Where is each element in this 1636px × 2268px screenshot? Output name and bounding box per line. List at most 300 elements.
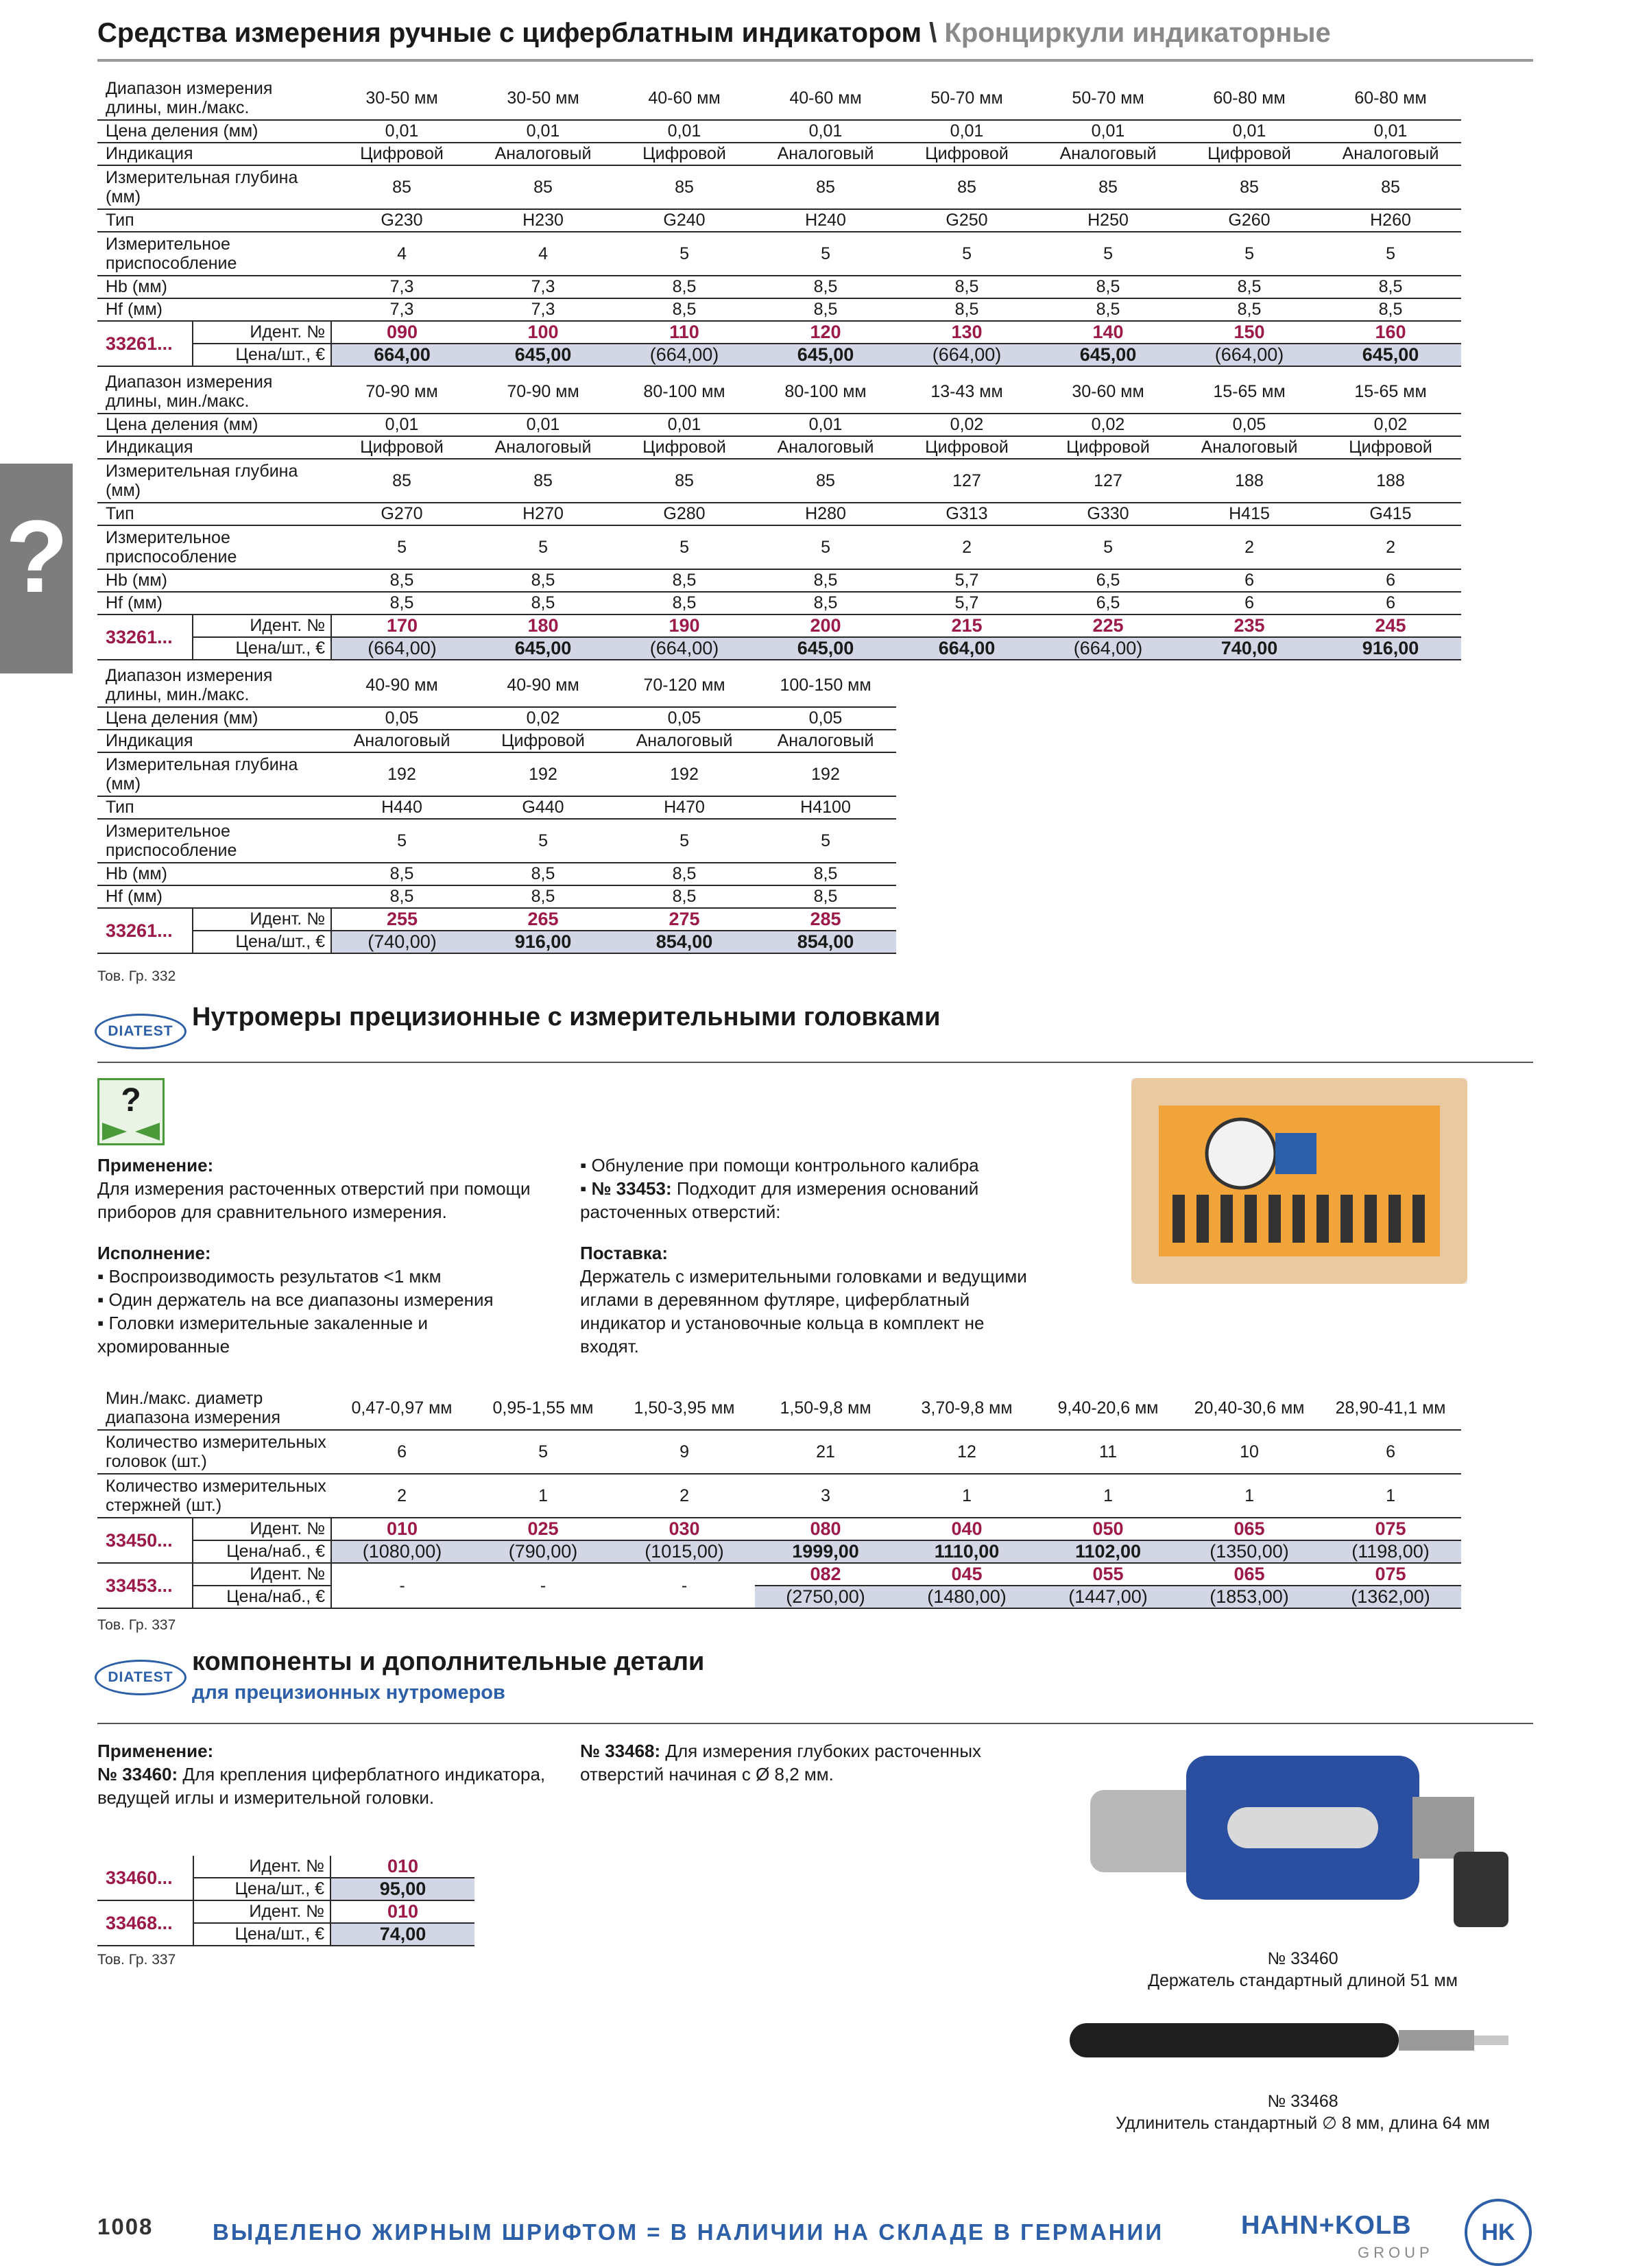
table-cell: G250 [896, 209, 1037, 232]
table-row [97, 707, 896, 730]
table-cell: Аналоговый [331, 730, 472, 752]
ident-code: 265 [472, 908, 614, 931]
table-cell: 5 [331, 819, 472, 863]
price-cell: 645,00 [755, 344, 896, 366]
ident-code: 065 [1179, 1518, 1320, 1540]
table-cell: 3 [755, 1474, 896, 1518]
price-label: Цена/шт., € [193, 1923, 330, 1946]
price-cell: 916,00 [472, 931, 614, 953]
row-label: Мин./макс. диаметр диапазона измерения [97, 1387, 331, 1430]
table-cell: 0,01 [896, 120, 1037, 143]
row-label: Hb (мм) [97, 276, 331, 298]
row-label: Измерительное приспособление [97, 525, 331, 569]
row-label: Диапазон измерения длины, мин./макс. [97, 664, 331, 707]
table-cell: 5 [614, 525, 755, 569]
price-cell: 645,00 [1320, 344, 1461, 366]
table-cell: 0,01 [614, 414, 755, 436]
price-cell: (2750,00) [755, 1586, 896, 1608]
table-cell: 0,05 [1179, 414, 1320, 436]
dash-cell: - [331, 1563, 472, 1608]
table-cell: 0,47-0,97 мм [331, 1387, 472, 1430]
table-cell: 8,5 [614, 863, 755, 885]
table-cell: Цифровой [1320, 436, 1461, 459]
table-row [97, 276, 1461, 298]
table-cell: 7,3 [472, 276, 614, 298]
table-cell: 85 [1179, 165, 1320, 209]
ident-code: 100 [472, 321, 614, 344]
section-title-components: компоненты и дополнительные детали [192, 1647, 705, 1676]
table-cell: 127 [1037, 459, 1179, 503]
group-label: GROUP [1358, 2244, 1434, 2261]
header-rule [97, 59, 1533, 62]
table-row [97, 436, 1461, 459]
table-cell: G330 [1037, 503, 1179, 525]
table-cell: 60-80 мм [1179, 77, 1320, 120]
table-cell: 6 [1179, 569, 1320, 592]
table-row [97, 209, 1461, 232]
table-cell: 6 [1179, 592, 1320, 614]
price-cell: (1362,00) [1320, 1586, 1461, 1608]
table-cell: 9,40-20,6 мм [1037, 1387, 1179, 1430]
table-cell: 5 [896, 232, 1037, 276]
table-cell: Аналоговый [472, 143, 614, 165]
table-cell: 12 [896, 1430, 1037, 1474]
holder-photo [1070, 1735, 1536, 1941]
table-cell: Аналоговый [755, 143, 896, 165]
arrows-icon [99, 1121, 163, 1142]
footer-stock-note: ВЫДЕЛЕНО ЖИРНЫМ ШРИФТОМ = В НАЛИЧИИ НА СКЛАДЕ В ГЕРМАНИИ [213, 2219, 1164, 2245]
row-label: Измерительная глубина (мм) [97, 752, 331, 796]
row-label: Измерительное приспособление [97, 232, 331, 276]
row-label: Диапазон измерения длины, мин./макс. [97, 77, 331, 120]
table-row [97, 1387, 1461, 1430]
table-row [97, 931, 896, 953]
article-number: 33261... [97, 321, 193, 366]
table-cell: 5 [472, 525, 614, 569]
product-group-3: Тов. Гр. 337 [97, 1952, 176, 1968]
table-cell: 8,5 [331, 863, 472, 885]
price-label: Цена/наб., € [193, 1586, 331, 1608]
row-label: Hb (мм) [97, 863, 331, 885]
row-label: Индикация [97, 730, 331, 752]
table-cell: H230 [472, 209, 614, 232]
table-cell: H415 [1179, 503, 1320, 525]
table-cell: 8,5 [614, 298, 755, 321]
caliper-table [97, 370, 1461, 660]
table-cell: 5 [755, 232, 896, 276]
table-cell: Аналоговый [1179, 436, 1320, 459]
price-cell: 645,00 [1037, 344, 1179, 366]
table-row [97, 525, 1461, 569]
table-cell: 4 [472, 232, 614, 276]
row-label: Тип [97, 209, 331, 232]
article-number: 33450... [97, 1518, 193, 1563]
price-cell: (1853,00) [1179, 1586, 1320, 1608]
table-cell: G280 [614, 503, 755, 525]
table-row [97, 569, 1461, 592]
table-row [97, 1900, 474, 1923]
table-cell: G260 [1179, 209, 1320, 232]
application-pictogram [97, 1078, 165, 1145]
table-cell: G240 [614, 209, 755, 232]
table-cell: 8,5 [755, 276, 896, 298]
table-cell: 0,01 [755, 414, 896, 436]
ident-code: 045 [896, 1563, 1037, 1586]
price-cell: 664,00 [896, 637, 1037, 660]
table-row [97, 120, 1461, 143]
table-cell: H260 [1320, 209, 1461, 232]
price-cell: 95,00 [330, 1878, 474, 1900]
table-cell: Аналоговый [614, 730, 755, 752]
ident-code: 235 [1179, 614, 1320, 637]
table-cell: 15-65 мм [1179, 370, 1320, 414]
table-cell: Цифровой [1037, 436, 1179, 459]
ident-code: 255 [331, 908, 472, 931]
ident-code: 170 [331, 614, 472, 637]
table-row [97, 321, 1461, 344]
ident-code: 055 [1037, 1563, 1179, 1586]
table-cell: 8,5 [755, 885, 896, 908]
row-label: Hf (мм) [97, 298, 331, 321]
table-cell: 6 [331, 1430, 472, 1474]
table-cell: 8,5 [614, 885, 755, 908]
table-row [97, 730, 896, 752]
price-cell: (664,00) [614, 637, 755, 660]
hahn-kolb-logo: HAHN+KOLB [1241, 2211, 1412, 2240]
question-icon: ? [121, 1082, 141, 1119]
table-row [97, 232, 1461, 276]
row-label: Индикация [97, 436, 331, 459]
table-cell: 9 [614, 1430, 755, 1474]
table-cell: 2 [1320, 525, 1461, 569]
ident-code: 130 [896, 321, 1037, 344]
table-cell: 30-60 мм [1037, 370, 1179, 414]
table-cell: 85 [614, 165, 755, 209]
table-cell: 0,01 [472, 120, 614, 143]
row-label: Количество измерительных головок (шт.) [97, 1430, 331, 1474]
table-cell: 85 [755, 459, 896, 503]
section-rule-2 [97, 1723, 1533, 1724]
table-cell: 85 [614, 459, 755, 503]
ident-code: 090 [331, 321, 472, 344]
product-group-2: Тов. Гр. 337 [97, 1617, 176, 1633]
table-cell: 4 [331, 232, 472, 276]
ident-code: 050 [1037, 1518, 1179, 1540]
row-label: Цена деления (мм) [97, 120, 331, 143]
dash-cell: - [614, 1563, 755, 1608]
table-cell: 6 [1320, 1430, 1461, 1474]
price-cell: (790,00) [472, 1540, 614, 1563]
ident-code: 040 [896, 1518, 1037, 1540]
table-cell: 60-80 мм [1320, 77, 1461, 120]
ident-code: 160 [1320, 321, 1461, 344]
article-number: 33453... [97, 1563, 193, 1608]
table-cell: 13-43 мм [896, 370, 1037, 414]
table-cell: Цифровой [614, 143, 755, 165]
table-cell: 8,5 [472, 569, 614, 592]
table-cell: H4100 [755, 796, 896, 819]
table-row [97, 344, 1461, 366]
ident-code: 140 [1037, 321, 1179, 344]
price-cell: 1110,00 [896, 1540, 1037, 1563]
table-cell: 192 [614, 752, 755, 796]
table-cell: Аналоговый [1037, 143, 1179, 165]
ident-code: 025 [472, 1518, 614, 1540]
table-row [97, 664, 896, 707]
table-cell: 8,5 [472, 863, 614, 885]
table-cell: 21 [755, 1430, 896, 1474]
ident-label: Идент. № [193, 908, 331, 931]
row-label: Тип [97, 796, 331, 819]
table-cell: 8,5 [755, 863, 896, 885]
row-label: Индикация [97, 143, 331, 165]
ident-code: 080 [755, 1518, 896, 1540]
ident-code: 215 [896, 614, 1037, 637]
table-cell: 28,90-41,1 мм [1320, 1387, 1461, 1430]
table-row [97, 863, 896, 885]
table-cell: 192 [472, 752, 614, 796]
price-cell: 854,00 [614, 931, 755, 953]
price-cell: (1080,00) [331, 1540, 472, 1563]
ident-code: 030 [614, 1518, 755, 1540]
table-cell: 6 [1320, 592, 1461, 614]
table-cell: 8,5 [1320, 276, 1461, 298]
ident-code: 110 [614, 321, 755, 344]
ident-code: 200 [755, 614, 896, 637]
table-row [97, 143, 1461, 165]
application-block: Применение: Для измерения расточенных отверстий при помощи приборов для сравнительного измерения. [97, 1155, 531, 1222]
table-cell: 15-65 мм [1320, 370, 1461, 414]
ident-code: 010 [330, 1900, 474, 1923]
price-cell: (1350,00) [1179, 1540, 1320, 1563]
hk-seal-logo [1465, 2199, 1532, 2266]
caliper-icon: ? [5, 499, 69, 614]
ident-label: Идент. № [193, 321, 331, 344]
ident-code: 285 [755, 908, 896, 931]
table-cell: 0,02 [1320, 414, 1461, 436]
price-cell: (1480,00) [896, 1586, 1037, 1608]
price-cell: 645,00 [472, 637, 614, 660]
table-row [97, 77, 1461, 120]
table-cell: 5 [755, 525, 896, 569]
table-cell: 2 [331, 1474, 472, 1518]
table-cell: 8,5 [331, 569, 472, 592]
table-cell: 8,5 [1037, 276, 1179, 298]
table-cell: 0,02 [896, 414, 1037, 436]
table-cell: 5 [614, 819, 755, 863]
table-cell: 8,5 [331, 592, 472, 614]
table-cell: 85 [1320, 165, 1461, 209]
ident-code: 150 [1179, 321, 1320, 344]
execution-block: Исполнение: ▪ Воспроизводимость результатов <1 мкм ▪ Один держатель на все диапазоны измерения ▪ Головки измерительные закаленные и хромированные [97, 1241, 543, 1358]
row-label: Измерительная глубина (мм) [97, 165, 331, 209]
table-row [97, 1474, 1461, 1518]
caption-33468 [1070, 2090, 1536, 2134]
table-cell: 80-100 мм [614, 370, 755, 414]
ident-code: 010 [330, 1856, 474, 1878]
price-cell: (1198,00) [1320, 1540, 1461, 1563]
table-row [97, 1856, 474, 1878]
table-cell: Цифровой [614, 436, 755, 459]
table-cell: 0,05 [755, 707, 896, 730]
table-cell: H240 [755, 209, 896, 232]
table-cell: 1,50-3,95 мм [614, 1387, 755, 1430]
table-cell: G230 [331, 209, 472, 232]
article-number: 33468... [97, 1900, 193, 1946]
table-row [97, 885, 896, 908]
table-cell: 8,5 [755, 298, 896, 321]
extension-photo [1070, 2009, 1536, 2071]
price-cell: (740,00) [331, 931, 472, 953]
ident-code: 082 [755, 1563, 896, 1586]
table-cell: 6,5 [1037, 592, 1179, 614]
table-cell: 1 [472, 1474, 614, 1518]
price-cell: 1102,00 [1037, 1540, 1179, 1563]
diatest-logo: DIATEST [95, 1014, 187, 1049]
table-cell: 0,02 [472, 707, 614, 730]
table-row [97, 298, 1461, 321]
table-cell: 8,5 [1179, 298, 1320, 321]
table-cell: 1,50-9,8 мм [755, 1387, 896, 1430]
ident-code: 245 [1320, 614, 1461, 637]
exec-item: ▪ Воспроизводимость результатов <1 мкм [97, 1266, 442, 1287]
ident-label: Идент. № [193, 1900, 330, 1923]
bullet-zeroing: ▪ Обнуление при помощи контрольного калибра [580, 1155, 979, 1175]
table-cell: 127 [896, 459, 1037, 503]
price-cell: 74,00 [330, 1923, 474, 1946]
table-cell: Цифровой [331, 436, 472, 459]
page-number: 1008 [97, 2214, 154, 2239]
product-group-1: Тов. Гр. 332 [97, 968, 176, 984]
price-cell: (664,00) [1037, 637, 1179, 660]
table-row [97, 592, 1461, 614]
table-cell: 0,01 [1179, 120, 1320, 143]
table-cell: 8,5 [614, 592, 755, 614]
price-cell: 916,00 [1320, 637, 1461, 660]
table-cell: 0,01 [331, 414, 472, 436]
table-cell: 2 [1179, 525, 1320, 569]
article-number: 33261... [97, 614, 193, 660]
table-cell: 0,05 [614, 707, 755, 730]
ident-code: 225 [1037, 614, 1179, 637]
price-cell: (664,00) [896, 344, 1037, 366]
dash-cell: - [472, 1563, 614, 1608]
row-label: Количество измерительных стержней (шт.) [97, 1474, 331, 1518]
table-cell: 0,01 [755, 120, 896, 143]
table-cell: 8,5 [472, 885, 614, 908]
table-cell: 70-120 мм [614, 664, 755, 707]
table-cell: 40-90 мм [331, 664, 472, 707]
table-cell: Цифровой [896, 436, 1037, 459]
table-cell: 30-50 мм [472, 77, 614, 120]
caption-number: № 33460 [1267, 1949, 1338, 1968]
table-cell: G313 [896, 503, 1037, 525]
table-cell: 5 [1037, 525, 1179, 569]
table-cell: 0,05 [331, 707, 472, 730]
table-cell: 8,5 [472, 592, 614, 614]
table-row [97, 796, 896, 819]
table-cell: G440 [472, 796, 614, 819]
table-cell: Аналоговый [472, 436, 614, 459]
table-row [97, 370, 1461, 414]
table-cell: 8,5 [896, 298, 1037, 321]
table-cell: 0,01 [1037, 120, 1179, 143]
table-cell: 1 [1320, 1474, 1461, 1518]
price-cell: (664,00) [614, 344, 755, 366]
price-cell: (664,00) [331, 637, 472, 660]
table-cell: 70-90 мм [331, 370, 472, 414]
table-cell: Цифровой [896, 143, 1037, 165]
ident-code: 065 [1179, 1563, 1320, 1586]
table-cell: 0,01 [1320, 120, 1461, 143]
section-rule [97, 1062, 1533, 1063]
seal-text: HK [1481, 2219, 1515, 2245]
table-cell: 40-60 мм [614, 77, 755, 120]
section-title-bore-gauges: Нутромеры прецизионные с измерительными головками [192, 1003, 941, 1031]
price-cell: 664,00 [331, 344, 472, 366]
table-cell: 5,7 [896, 592, 1037, 614]
table-cell: 7,3 [331, 298, 472, 321]
price-label: Цена/шт., € [193, 931, 331, 953]
table-cell: 5 [472, 819, 614, 863]
table-cell: 5 [614, 232, 755, 276]
ident-code: 180 [472, 614, 614, 637]
table-cell: 1 [1179, 1474, 1320, 1518]
table-cell: Цифровой [1179, 143, 1320, 165]
table-cell: 192 [755, 752, 896, 796]
table-cell: H270 [472, 503, 614, 525]
price-cell: (1015,00) [614, 1540, 755, 1563]
caption-text: Удлинитель стандартный ∅ 8 мм, длина 64 мм [1116, 2114, 1490, 2133]
article-number: 33460... [97, 1856, 193, 1900]
table-cell: Цифровой [472, 730, 614, 752]
components-table [97, 1856, 474, 1946]
table-cell: 40-90 мм [472, 664, 614, 707]
table-cell: 8,5 [1179, 276, 1320, 298]
row-label: Измерительное приспособление [97, 819, 331, 863]
table-cell: 20,40-30,6 мм [1179, 1387, 1320, 1430]
caliper-table [97, 77, 1461, 367]
table-row [97, 459, 1461, 503]
table-cell: 10 [1179, 1430, 1320, 1474]
row-label: Hf (мм) [97, 592, 331, 614]
price-cell: (1447,00) [1037, 1586, 1179, 1608]
table-row [97, 637, 1461, 660]
ident-code: 075 [1320, 1563, 1461, 1586]
table-cell: 8,5 [614, 569, 755, 592]
table-cell: Аналоговый [755, 436, 896, 459]
caption-text: Держатель стандартный длиной 51 мм [1148, 1971, 1458, 1990]
table-cell: 40-60 мм [755, 77, 896, 120]
table-cell: 8,5 [614, 276, 755, 298]
bore-table [97, 1387, 1461, 1609]
price-label: Цена/наб., € [193, 1540, 331, 1563]
section-subtitle-components: для прецизионных нутромеров [192, 1682, 505, 1704]
notes-block [580, 1154, 1033, 1223]
table-cell: 8,5 [1320, 298, 1461, 321]
table-row [97, 614, 1461, 637]
exec-item: ▪ Один держатель на все диапазоны измерения [97, 1289, 494, 1310]
table-cell: G270 [331, 503, 472, 525]
side-tab [0, 464, 73, 673]
table-cell: 0,95-1,55 мм [472, 1387, 614, 1430]
ident-code: 010 [331, 1518, 472, 1540]
table-cell: Аналоговый [755, 730, 896, 752]
table-cell: 85 [331, 165, 472, 209]
table-row [97, 1540, 1461, 1563]
table-cell: 70-90 мм [472, 370, 614, 414]
ident-label: Идент. № [193, 1518, 331, 1540]
